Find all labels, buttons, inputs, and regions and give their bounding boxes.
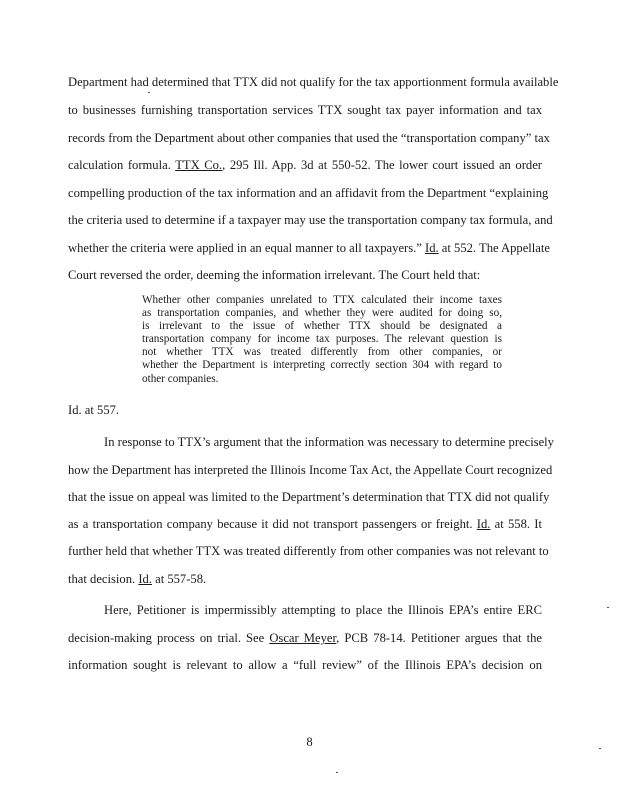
text-fragment: at 558. It (490, 517, 542, 531)
quote-line: other companies. (142, 372, 219, 385)
text-line: Court reversed the order, deeming the information irrelevant. The Court held that: (68, 268, 481, 282)
text-line: records from the Department about other companies that used the “transportation company” tax (68, 131, 550, 145)
text-fragment: that decision. (68, 572, 139, 586)
text-line: information sought is relevant to allow a “full review” of the Illinois EPA’s decision on (68, 658, 542, 672)
quote-line: transportation company for income tax purposes. The relevant question is (142, 333, 502, 346)
quote-line: whether the Department is interpreting correctly section 304 with regard to (142, 359, 502, 372)
page-number: 8 (306, 735, 313, 749)
scan-speck (148, 92, 150, 93)
text-line: In response to TTX’s argument that the information was necessary to determine precisely (104, 435, 554, 449)
case-citation: TTX Co. (175, 158, 223, 172)
text-fragment: , PCB 78-14. Petitioner argues that the (336, 631, 543, 645)
text-line (68, 516, 542, 532)
text-line: Department had determined that TTX did not qualify for the tax apportionment formula available (68, 75, 559, 89)
block-quote (142, 294, 502, 386)
scan-speck (599, 748, 601, 749)
quote-line: Whether other companies unrelated to TTX calculated their income taxes (142, 294, 502, 306)
text-line: further held that whether TTX was treated differently from other companies was not relevant to (68, 544, 549, 558)
text-line (68, 157, 542, 173)
text-line (68, 571, 542, 587)
text-fragment: whether the criteria were applied in an equal manner to all taxpayers.” (68, 241, 426, 255)
text-fragment: at 557-58. (151, 572, 207, 586)
text-fragment: calculation formula. (68, 158, 176, 172)
quote-line: is irrelevant to the issue of whether TTX should be designated a (142, 320, 502, 333)
quote-line: not whether TTX was treated differently from other companies, or (142, 346, 502, 359)
text-fragment: at 552. The Appellate (438, 241, 550, 255)
case-citation: Id. (138, 572, 152, 586)
text-line: the criteria used to determine if a taxpayer may use the transportation company tax formula, and (68, 213, 553, 227)
text-line: that the issue on appeal was limited to the Department’s determination that TTX did not qualify (68, 490, 550, 504)
text-line: how the Department has interpreted the Illinois Income Tax Act, the Appellate Court recognized (68, 463, 553, 477)
text-line: Here, Petitioner is impermissibly attempting to place the Illinois EPA’s entire ERC (104, 603, 542, 617)
quote-line: as transportation companies, and whether they were audited for doing so, (142, 307, 502, 320)
citation-line: Id. at 557. (68, 403, 120, 417)
text-fragment: decision-making process on trial. See (68, 631, 270, 645)
text-line: to businesses furnishing transportation services TTX sought tax payer information and tax (68, 103, 542, 117)
case-citation: Oscar Meyer (269, 631, 337, 645)
text-line: compelling production of the tax information and an affidavit from the Department “explaining (68, 186, 549, 200)
text-fragment: as a transportation company because it did not transport passengers or freight. (68, 517, 477, 531)
text-line (68, 630, 542, 646)
text-line (68, 240, 550, 256)
case-citation: Id. (476, 517, 491, 531)
scan-speck (336, 772, 338, 773)
text-fragment: , 295 Ill. App. 3d at 550-52. The lower court issued an order (222, 158, 542, 172)
scan-speck (607, 607, 609, 608)
case-citation: Id. (425, 241, 439, 255)
